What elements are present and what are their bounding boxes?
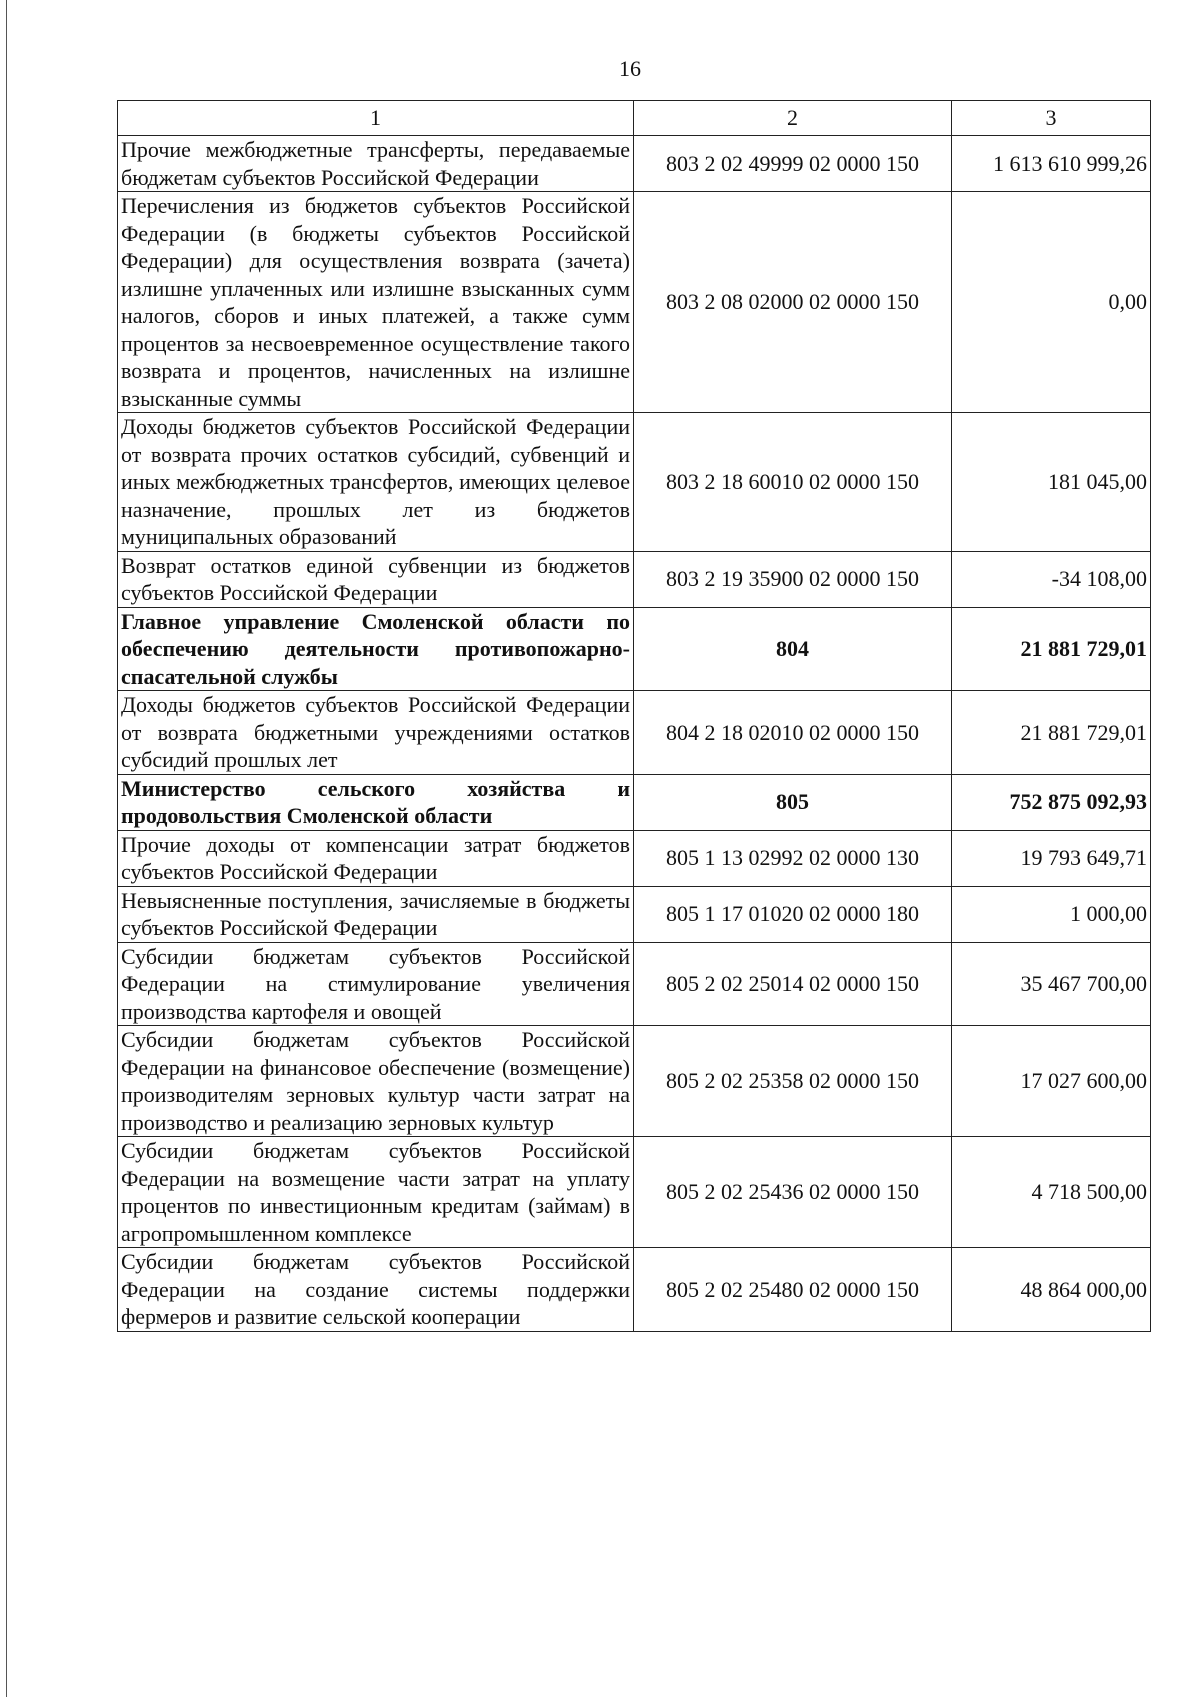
row-amount: 0,00 (952, 192, 1151, 413)
table-row (118, 1026, 1151, 1137)
row-description: Доходы бюджетов субъектов Российской Федерации от возврата прочих остатков субсидий, субвенций и иных межбюджетных трансфертов, имеющих целевое назначение, прошлых лет из бюджетов муниципальных образований (118, 413, 634, 552)
row-amount: 1 000,00 (952, 886, 1151, 942)
row-description: Субсидии бюджетам субъектов Российской Федерации на финансовое обеспечение (возмещение) производителям зерновых культур части затрат на производство и реализацию зерновых культур (118, 1026, 634, 1137)
row-budget-code: 803 2 18 60010 02 0000 150 (634, 413, 952, 552)
page-number: 16 (619, 56, 641, 81)
row-budget-code: 805 (634, 774, 952, 830)
row-amount: 48 864 000,00 (952, 1248, 1151, 1332)
row-description: Возврат остатков единой субвенции из бюджетов субъектов Российской Федерации (118, 551, 634, 607)
column-header-3: 3 (952, 101, 1151, 136)
table-row (118, 413, 1151, 552)
row-budget-code: 805 2 02 25436 02 0000 150 (634, 1137, 952, 1248)
table-row (118, 830, 1151, 886)
row-description: Субсидии бюджетам субъектов Российской Федерации на возмещение части затрат на уплату процентов по инвестиционным кредитам (займам) в агропромышленном комплексе (118, 1137, 634, 1248)
row-amount: 17 027 600,00 (952, 1026, 1151, 1137)
row-budget-code: 803 2 19 35900 02 0000 150 (634, 551, 952, 607)
row-budget-code: 804 (634, 607, 952, 691)
row-description: Прочие доходы от компенсации затрат бюджетов субъектов Российской Федерации (118, 830, 634, 886)
row-budget-code: 803 2 08 02000 02 0000 150 (634, 192, 952, 413)
row-amount: -34 108,00 (952, 551, 1151, 607)
row-description: Невыясненные поступления, зачисляемые в бюджеты субъектов Российской Федерации (118, 886, 634, 942)
table-row (118, 774, 1151, 830)
row-amount: 35 467 700,00 (952, 942, 1151, 1026)
row-budget-code: 805 1 13 02992 02 0000 130 (634, 830, 952, 886)
row-budget-code: 804 2 18 02010 02 0000 150 (634, 691, 952, 775)
row-description: Перечисления из бюджетов субъектов Российской Федерации (в бюджеты субъектов Российской Федерации) для осуществления возврата (зачета) излишне уплаченных или излишне взысканных сумм налогов, сборов и иных платежей, а также сумм процентов за несвоевременное осуществление такого возврата и процентов, начисленных на излишне взысканные суммы (118, 192, 634, 413)
row-budget-code: 805 1 17 01020 02 0000 180 (634, 886, 952, 942)
revenue-table (117, 100, 1151, 1332)
row-amount: 752 875 092,93 (952, 774, 1151, 830)
table-row (118, 1248, 1151, 1332)
table-row (118, 192, 1151, 413)
header-row (118, 101, 1151, 136)
row-budget-code: 805 2 02 25480 02 0000 150 (634, 1248, 952, 1332)
row-budget-code: 805 2 02 25014 02 0000 150 (634, 942, 952, 1026)
row-description: Главное управление Смоленской области по обеспечению деятельности противопожарно-спасательной службы (118, 607, 634, 691)
row-budget-code: 803 2 02 49999 02 0000 150 (634, 136, 952, 192)
row-description: Субсидии бюджетам субъектов Российской Федерации на создание системы поддержки фермеров и развитие сельской кооперации (118, 1248, 634, 1332)
row-budget-code: 805 2 02 25358 02 0000 150 (634, 1026, 952, 1137)
page-edge-line (6, 0, 7, 1697)
row-amount: 1 613 610 999,26 (952, 136, 1151, 192)
column-header-1: 1 (118, 101, 634, 136)
table-row (118, 1137, 1151, 1248)
row-amount: 19 793 649,71 (952, 830, 1151, 886)
table-row (118, 551, 1151, 607)
table-row (118, 136, 1151, 192)
row-description: Субсидии бюджетам субъектов Российской Федерации на стимулирование увеличения производства картофеля и овощей (118, 942, 634, 1026)
table-row (118, 691, 1151, 775)
row-description: Прочие межбюджетные трансферты, передаваемые бюджетам субъектов Российской Федерации (118, 136, 634, 192)
row-amount: 21 881 729,01 (952, 607, 1151, 691)
row-amount: 21 881 729,01 (952, 691, 1151, 775)
table-body (118, 136, 1151, 1332)
column-header-2: 2 (634, 101, 952, 136)
table-row (118, 607, 1151, 691)
table-row (118, 942, 1151, 1026)
row-description: Министерство сельского хозяйства и продовольствия Смоленской области (118, 774, 634, 830)
row-description: Доходы бюджетов субъектов Российской Федерации от возврата бюджетными учреждениями остатков субсидий прошлых лет (118, 691, 634, 775)
table-row (118, 886, 1151, 942)
row-amount: 4 718 500,00 (952, 1137, 1151, 1248)
row-amount: 181 045,00 (952, 413, 1151, 552)
